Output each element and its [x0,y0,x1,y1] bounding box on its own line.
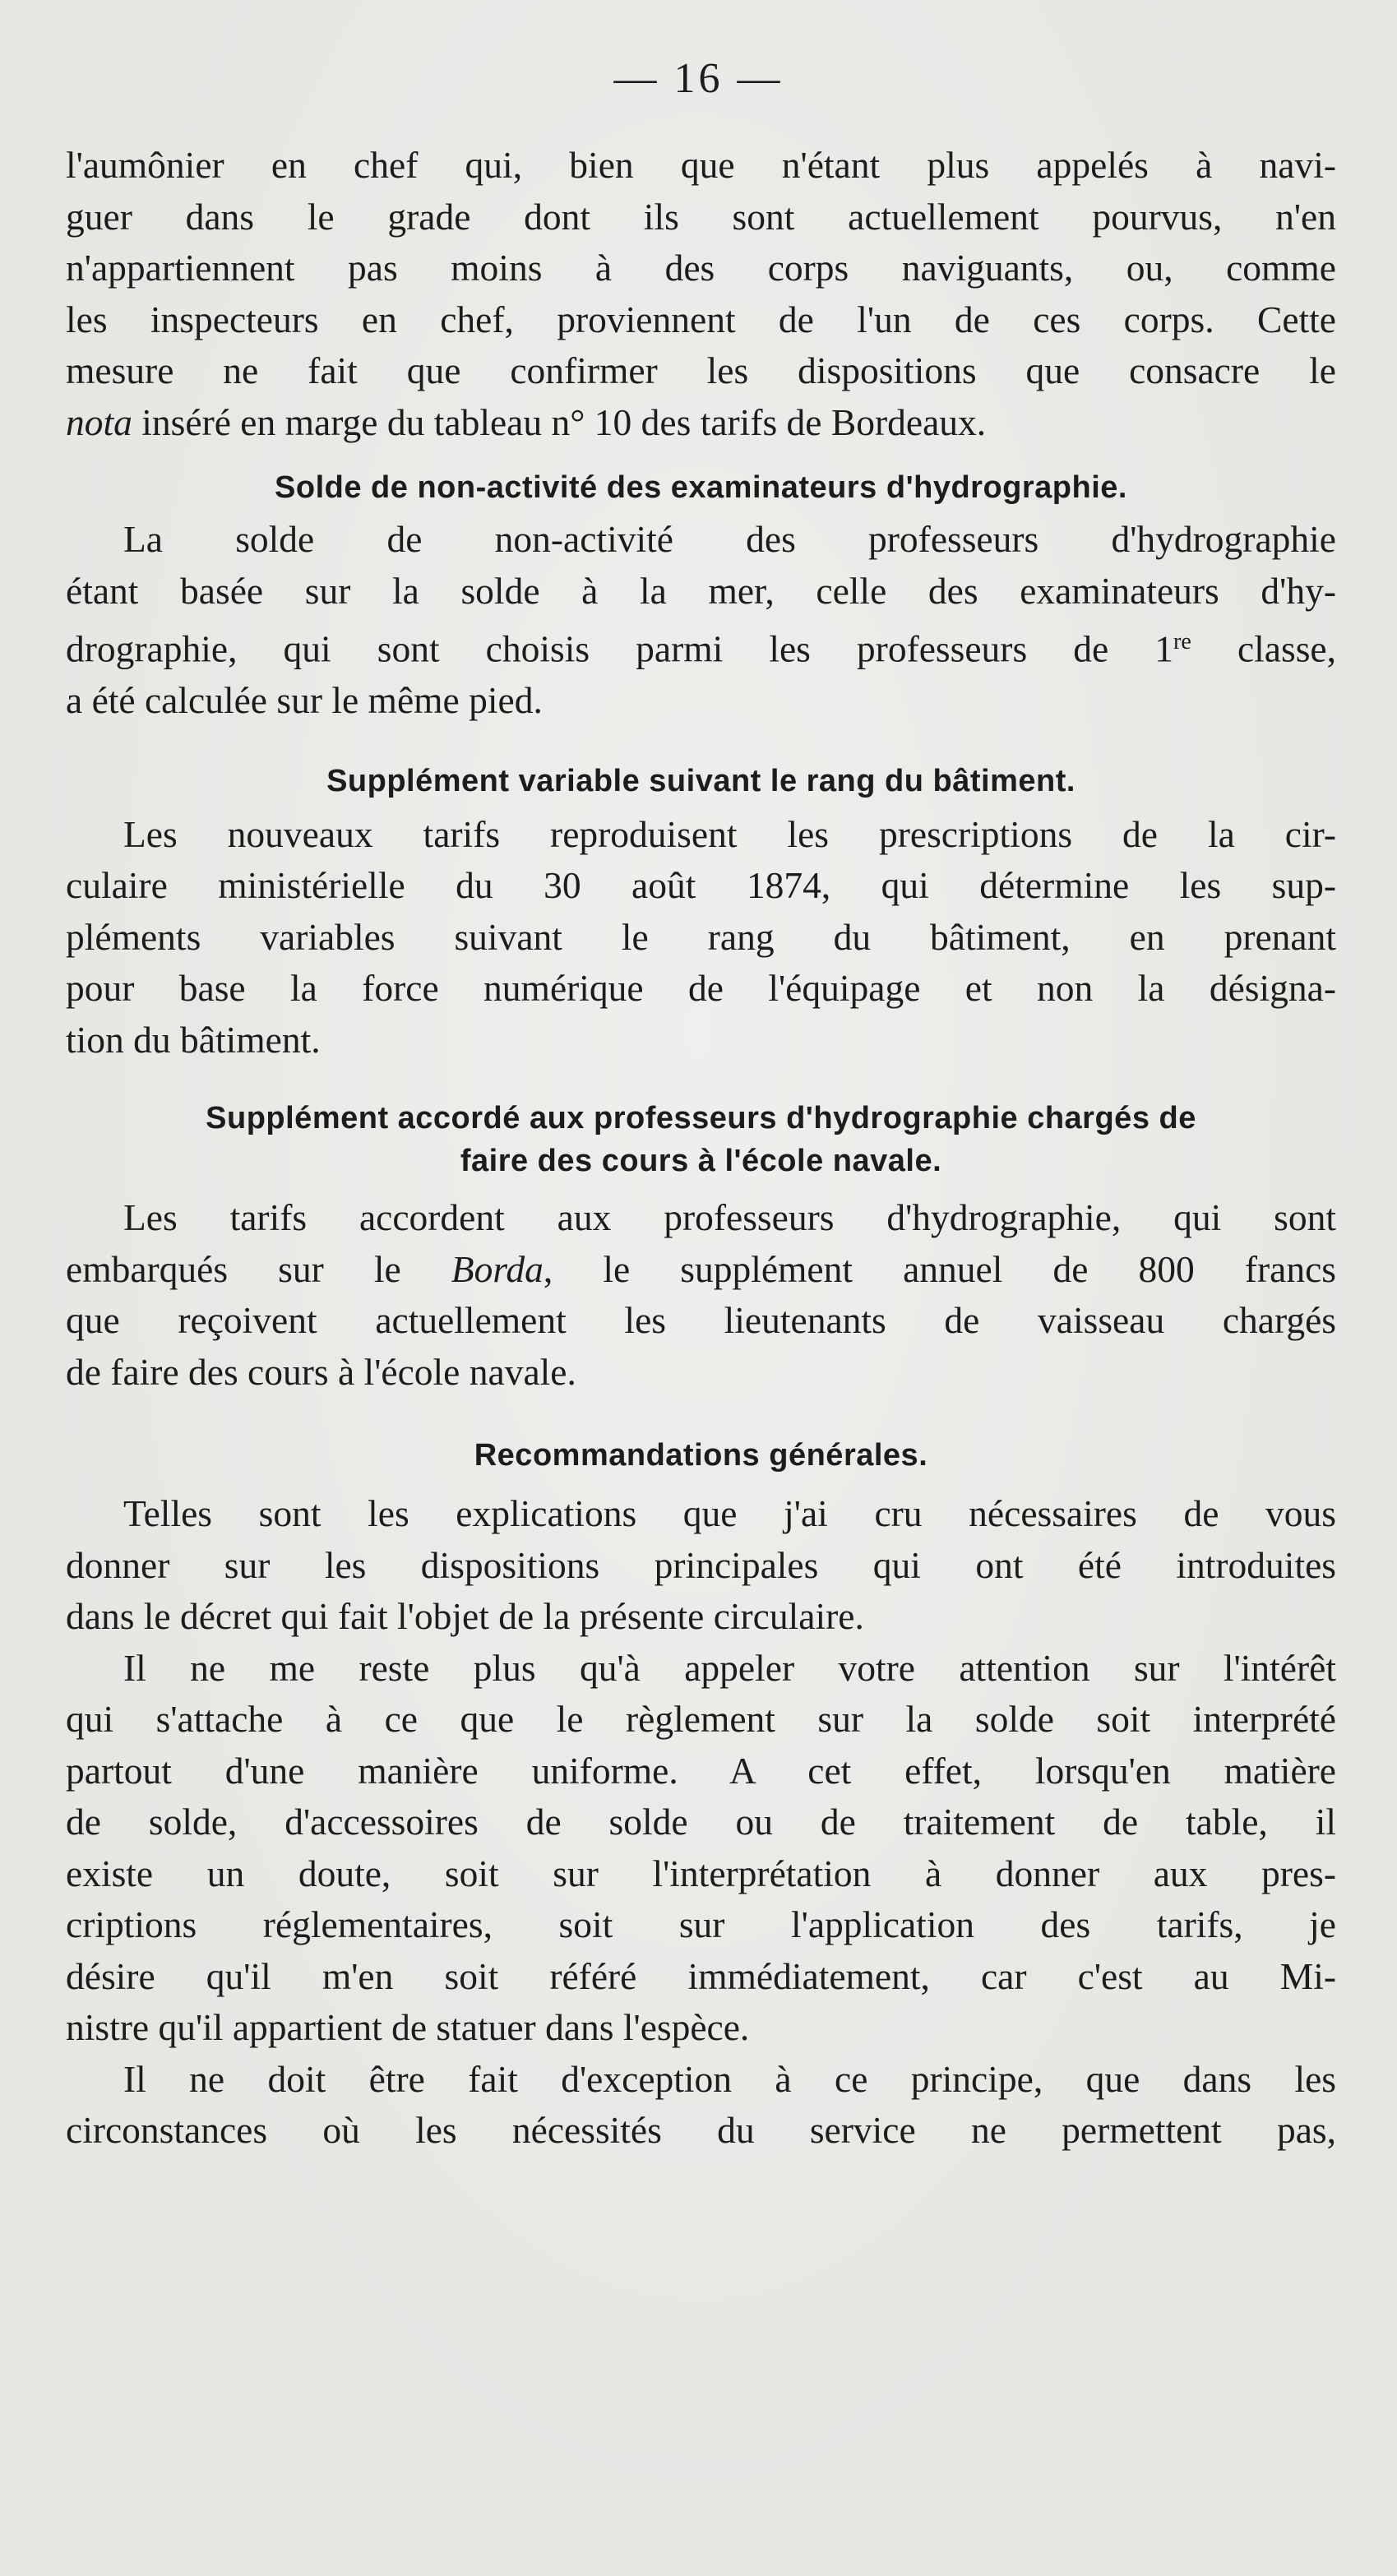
text-line: désire qu'il m'en soit référé immédiatement, car c'est au Mi- [66,1954,1336,1997]
text-line: l'aumônier en chef qui, bien que n'étant plus appelés à navi- [66,144,1336,186]
text-line: n'appartiennent pas moins à des corps naviguants, ou, comme [66,247,1336,289]
page-body [66,140,1336,2157]
text-line: partout d'une manière uniforme. A cet effet, lorsqu'en matière [66,1749,1336,1792]
text-line: criptions réglementaires, soit sur l'application des tarifs, je [66,1903,1336,1945]
paragraph-recommandations-2 [66,1643,1336,2054]
paragraph-recommandations-3 [66,2054,1336,2157]
paragraph-supplement-professeurs [66,1192,1336,1398]
text-line: embarqués sur le Borda, le supplément annuel de 800 francs [66,1247,1336,1290]
paragraph-continuation [66,140,1336,448]
text-line: culaire ministérielle du 30 août 1874, qui détermine les sup- [66,864,1336,906]
text-line: les inspecteurs en chef, proviennent de l'un de ces corps. Cette [66,298,1336,340]
text-line: guer dans le grade dont ils sont actuellement pourvus, n'en [66,195,1336,238]
heading-line: Supplément variable suivant le rang du bâtiment. [326,763,1076,798]
section-heading-solde-non-activite [66,466,1336,509]
text-line: étant basée sur la solde à la mer, celle des examinateurs d'hy- [66,569,1336,612]
text-line: dans le décret qui fait l'objet de la présente circulaire. [66,1595,864,1637]
text-line: mesure ne fait que confirmer les dispositions que consacre le [66,349,1336,391]
text-line: La solde de non-activité des professeurs d'hydrographie [123,518,1336,560]
text-line: pléments variables suivant le rang du bâtiment, en prenant [66,915,1336,958]
text-line: existe un doute, soit sur l'interprétation à donner aux pres- [66,1852,1336,1894]
text-line: qui s'attache à ce que le règlement sur la solde soit interprété [66,1698,1336,1740]
heading-line: faire des cours à l'école navale. [460,1144,942,1178]
paragraph-solde-non-activite [66,514,1336,727]
text-line: Il ne me reste plus qu'à appeler votre attention sur l'intérêt [123,1646,1336,1689]
italic-word: nota [66,400,132,443]
text-line: de solde, d'accessoires de solde ou de traitement de table, il [66,1801,1336,1843]
section-heading-supplement-variable [66,760,1336,802]
text-line: de faire des cours à l'école navale. [66,1350,576,1393]
heading-line: Solde de non-activité des examinateurs d'hydrographie. [275,470,1127,505]
italic-word: Borda [451,1247,544,1290]
section-heading-supplement-professeurs [66,1097,1336,1182]
heading-line: Recommandations générales. [474,1438,928,1473]
text-line: Les tarifs accordent aux professeurs d'hydrographie, qui sont [123,1196,1336,1238]
text-line: a été calculée sur le même pied. [66,679,543,721]
text-line: nistre qu'il appartient de statuer dans l'espèce. [66,2006,750,2048]
page-number: — 16 — [613,55,784,102]
text-line: Telles sont les explications que j'ai cru nécessaires de vous [123,1492,1336,1534]
text-line: Les nouveaux tarifs reproduisent les prescriptions de la cir- [123,812,1336,855]
paragraph-supplement-variable [66,809,1336,1066]
text-line: circonstances où les nécessités du service ne permettent pas, [66,2109,1336,2151]
section-heading-recommandations [66,1434,1336,1477]
superscript: re [1173,629,1191,654]
text-line: pour base la force numérique de l'équipage et non la désigna- [66,967,1336,1009]
text-line: drographie, qui sont choisis parmi les professeurs de 1re classe, [66,627,1336,670]
text-line: Il ne doit être fait d'exception à ce principe, que dans les [123,2057,1336,2100]
paragraph-recommandations-1 [66,1488,1336,1643]
text-line: nota inséré en marge du tableau n° 10 des tarifs de Bordeaux. [66,400,987,443]
text-line: que reçoivent actuellement les lieutenants de vaisseau chargés [66,1299,1336,1341]
text-line: tion du bâtiment. [66,1018,321,1061]
heading-line: Supplément accordé aux professeurs d'hydrographie chargés de [206,1101,1196,1135]
text-line: donner sur les dispositions principales qui ont été introduites [66,1543,1336,1586]
